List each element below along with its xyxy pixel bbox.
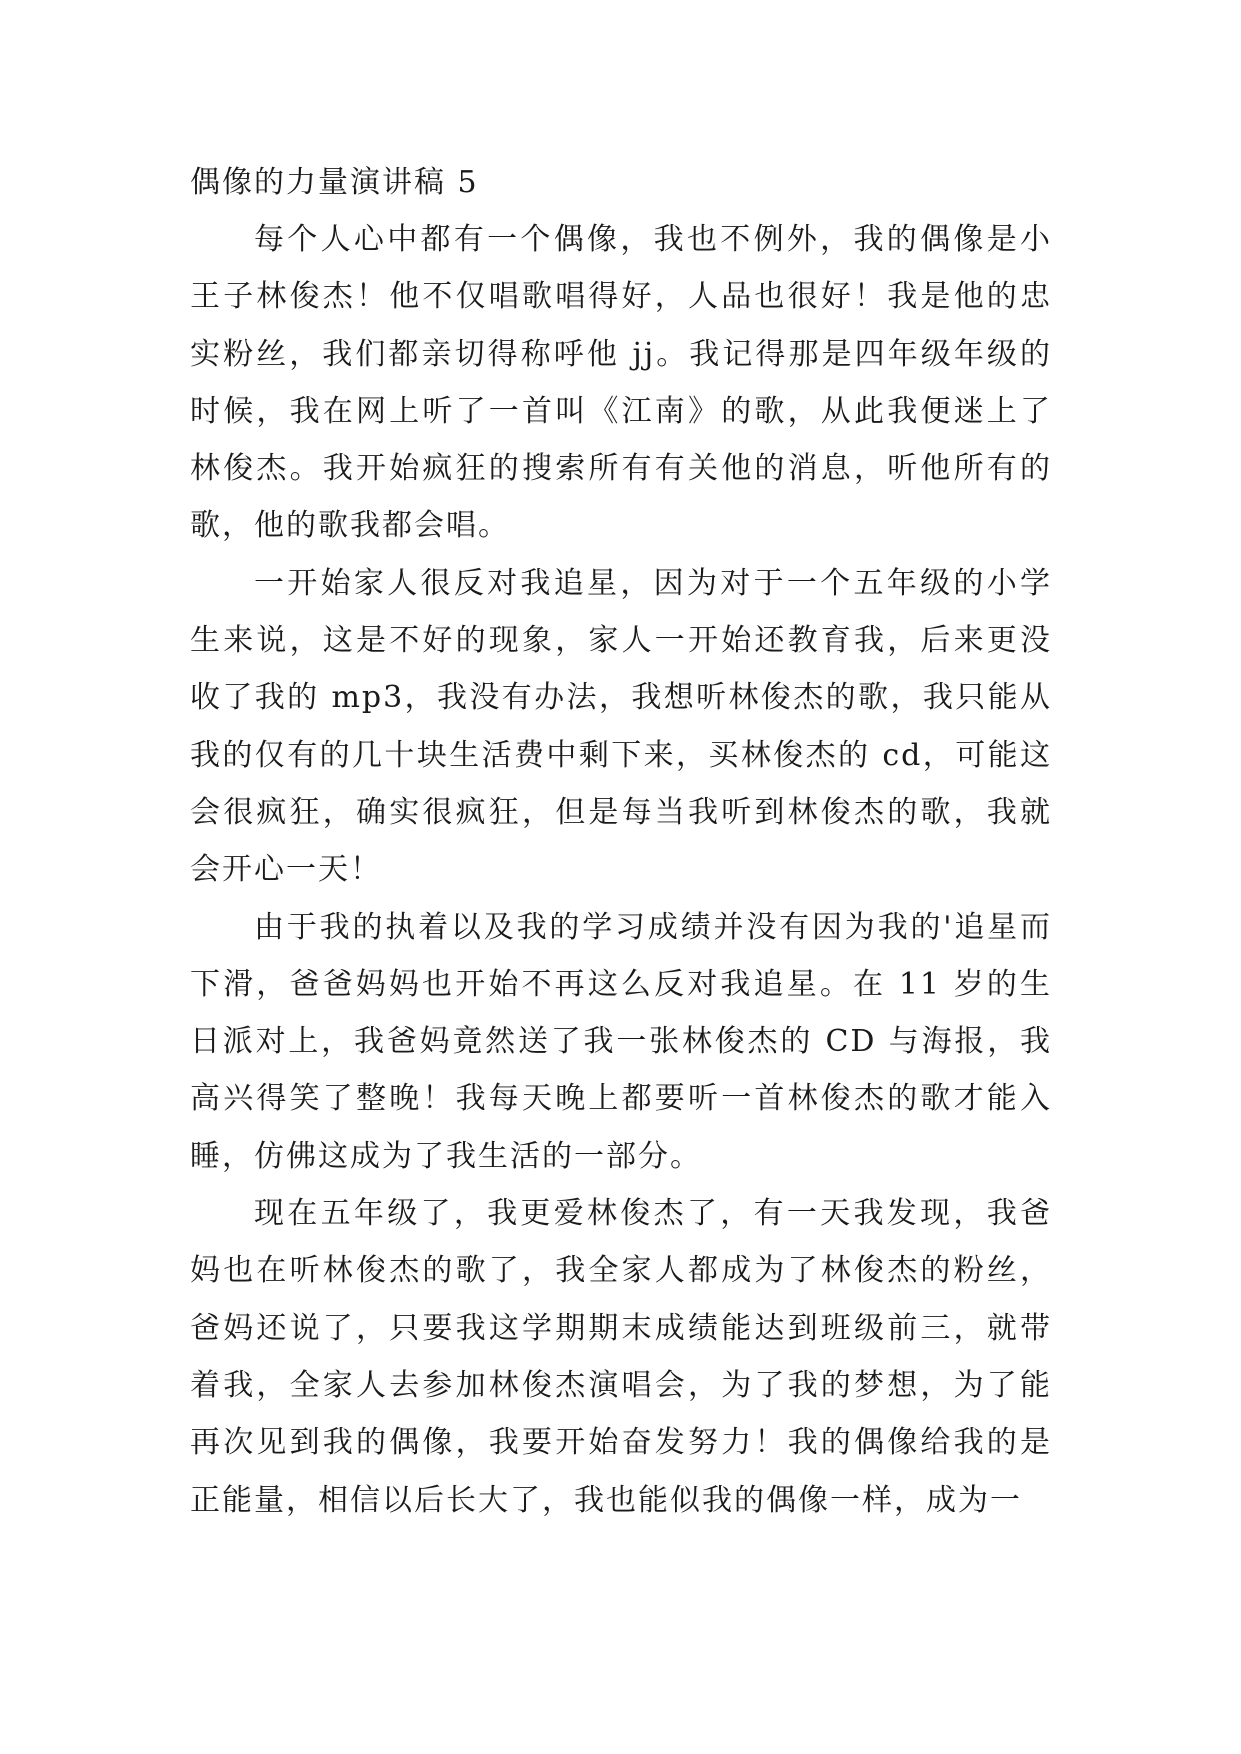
paragraph-3: 由于我的执着以及我的学习成绩并没有因为我的'追星而下滑，爸爸妈妈也开始不再这么反对我追星。在 11 岁的生日派对上，我爸妈竟然送了我一张林俊杰的 CD 与海报，我高兴得笑了整晚！我每天晚上都要听一首林俊杰的歌才能入睡，仿佛这成为了我生活的一部分。 — [190, 909, 1052, 1174]
paragraph-4: 现在五年级了，我更爱林俊杰了，有一天我发现，我爸妈也在听林俊杰的歌了，我全家人都成为了林俊杰的粉丝，爸妈还说了，只要我这学期期末成绩能达到班级前三，就带着我，全家人去参加林俊杰演唱会，为了我的梦想，为了能再次见到我的偶像，我要开始奋发努力！我的偶像给我的是正能量，相信以后长大了，我也能似我的偶像一样，成为一 — [190, 1196, 1052, 1518]
paragraph-1: 每个人心中都有一个偶像，我也不例外，我的偶像是小王子林俊杰！他不仅唱歌唱得好，人品也很好！我是他的忠实粉丝，我们都亲切得称呼他 jj。我记得那是四年级年级的时候，我在网上听了一首叫《江南》的歌，从此我便迷上了林俊杰。我开始疯狂的搜索所有有关他的消息，听他所有的歌，他的歌我都会唱。 — [190, 222, 1052, 544]
document-body — [190, 154, 1052, 1529]
paragraph-2: 一开始家人很反对我追星，因为对于一个五年级的小学生来说，这是不好的现象，家人一开始还教育我，后来更没收了我的 mp3，我没有办法，我想听林俊杰的歌，我只能从我的仅有的几十块生活费中剩下来，买林俊杰的 cd，可能这会很疯狂，确实很疯狂，但是每当我听到林俊杰的歌，我就会开心一天！ — [190, 565, 1052, 888]
document-title: 偶像的力量演讲稿 5 — [190, 165, 479, 200]
